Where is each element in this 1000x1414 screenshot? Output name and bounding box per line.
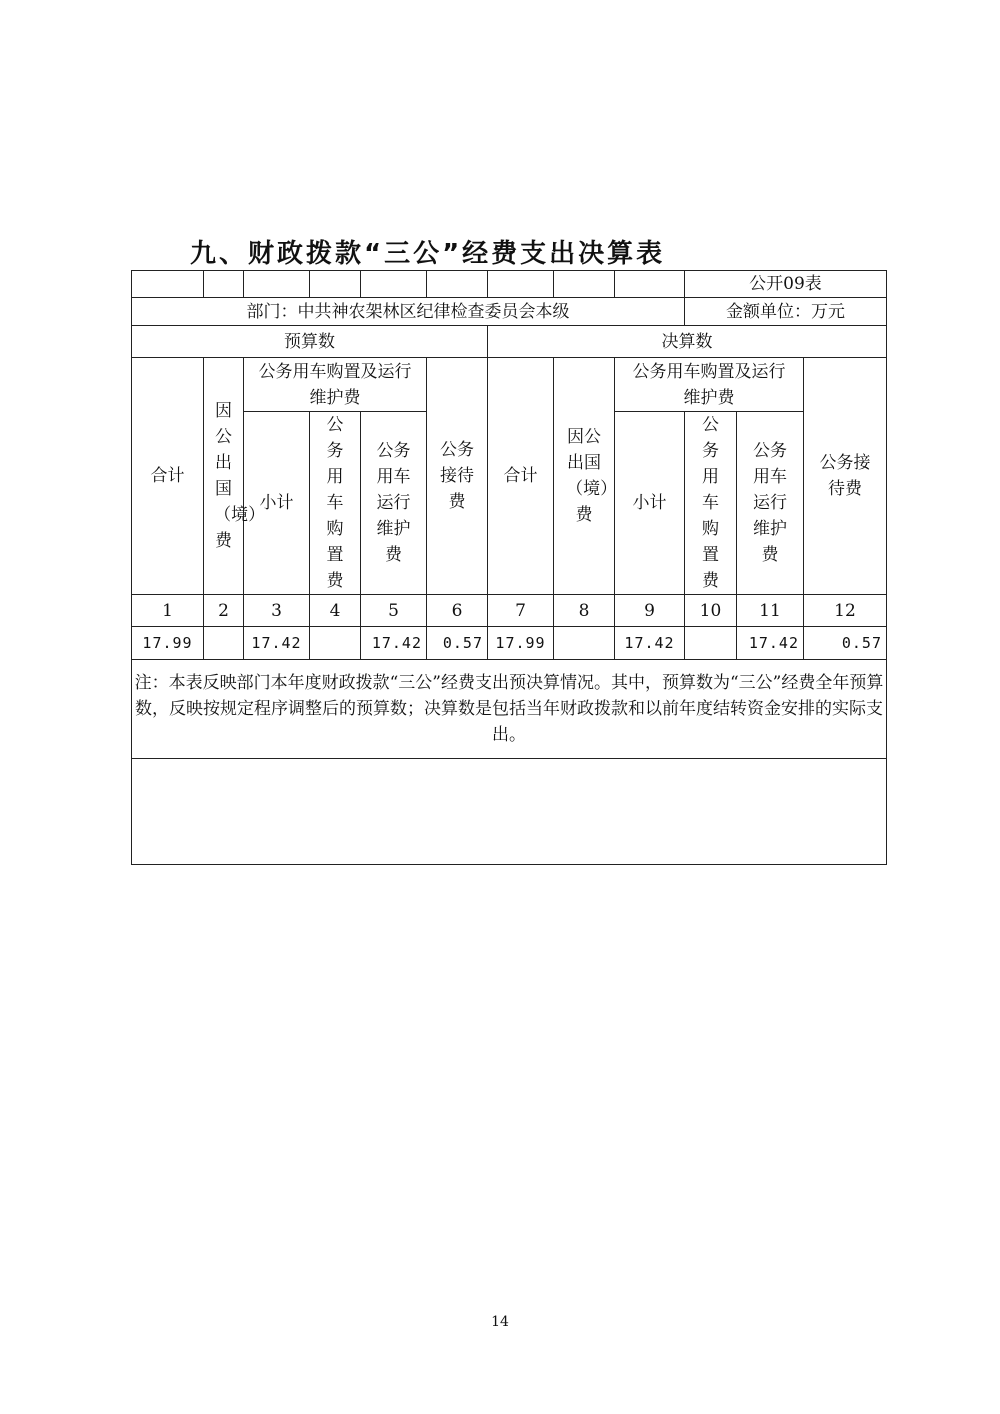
value-cell: 17.42	[244, 627, 310, 660]
column-number: 11	[737, 595, 804, 627]
page-number: 14	[491, 1314, 509, 1330]
final-group-header: 决算数	[488, 326, 887, 358]
value-cell: 0.57	[427, 627, 488, 660]
final-vehicle-group-header: 公务用车购置及运行维护费	[615, 358, 804, 412]
column-number: 9	[615, 595, 685, 627]
column-number: 5	[361, 595, 427, 627]
value-cell: 17.42	[737, 627, 804, 660]
column-number: 7	[488, 595, 554, 627]
column-number-row	[132, 595, 887, 627]
column-number: 4	[310, 595, 361, 627]
budget-vehicle-group-header: 公务用车购置及运行维护费	[244, 358, 427, 412]
column-number: 1	[132, 595, 204, 627]
group-header-row	[132, 326, 887, 358]
final-vehicle-purchase-header: 公务用车购置费	[685, 412, 737, 595]
column-number: 2	[204, 595, 244, 627]
budget-total-header: 合计	[132, 358, 204, 595]
value-cell	[685, 627, 737, 660]
value-cell: 17.42	[615, 627, 685, 660]
budget-vehicle-operation-header: 公务用车运行维护费	[361, 412, 427, 595]
blank-cell	[132, 759, 887, 865]
value-cell: 17.99	[132, 627, 204, 660]
table-id-row	[132, 271, 887, 298]
blank-row	[132, 759, 887, 865]
column-number: 12	[804, 595, 887, 627]
header-row-1	[132, 358, 887, 412]
value-cell: 0.57	[804, 627, 887, 660]
three-public-expenses-table	[131, 270, 887, 865]
value-row	[132, 627, 887, 660]
column-number: 6	[427, 595, 488, 627]
unit-label: 金额单位：万元	[685, 298, 887, 326]
value-cell	[204, 627, 244, 660]
budget-reception-header: 公务接待费	[427, 358, 488, 595]
value-cell	[554, 627, 615, 660]
department-label: 部门：中共神农架林区纪律检查委员会本级	[132, 298, 685, 326]
note-row	[132, 660, 887, 759]
budget-group-header: 预算数	[132, 326, 488, 358]
final-abroad-header: 因公出国（境）费	[554, 358, 615, 595]
final-total-header: 合计	[488, 358, 554, 595]
value-cell: 17.99	[488, 627, 554, 660]
page-title: 九、财政拨款“三公”经费支出决算表	[190, 239, 666, 269]
budget-vehicle-purchase-header: 公务用车购置费	[310, 412, 361, 595]
column-number: 10	[685, 595, 737, 627]
department-row	[132, 298, 887, 326]
budget-subtotal-header: 小计	[244, 412, 310, 595]
column-number: 8	[554, 595, 615, 627]
column-number: 3	[244, 595, 310, 627]
table-id: 公开09表	[685, 271, 887, 298]
value-cell: 17.42	[361, 627, 427, 660]
table-note: 注：本表反映部门本年度财政拨款“三公”经费支出预决算情况。其中，预算数为“三公”经费全年预算数，反映按规定程序调整后的预算数；决算数是包括当年财政拨款和以前年度结转资金安排的实际支出。	[132, 660, 887, 759]
value-cell	[310, 627, 361, 660]
final-vehicle-operation-header: 公务用车运行维护费	[737, 412, 804, 595]
budget-abroad-header: 因公出国（境）费	[204, 358, 244, 595]
final-subtotal-header: 小计	[615, 412, 685, 595]
final-reception-header: 公务接待费	[804, 358, 887, 595]
